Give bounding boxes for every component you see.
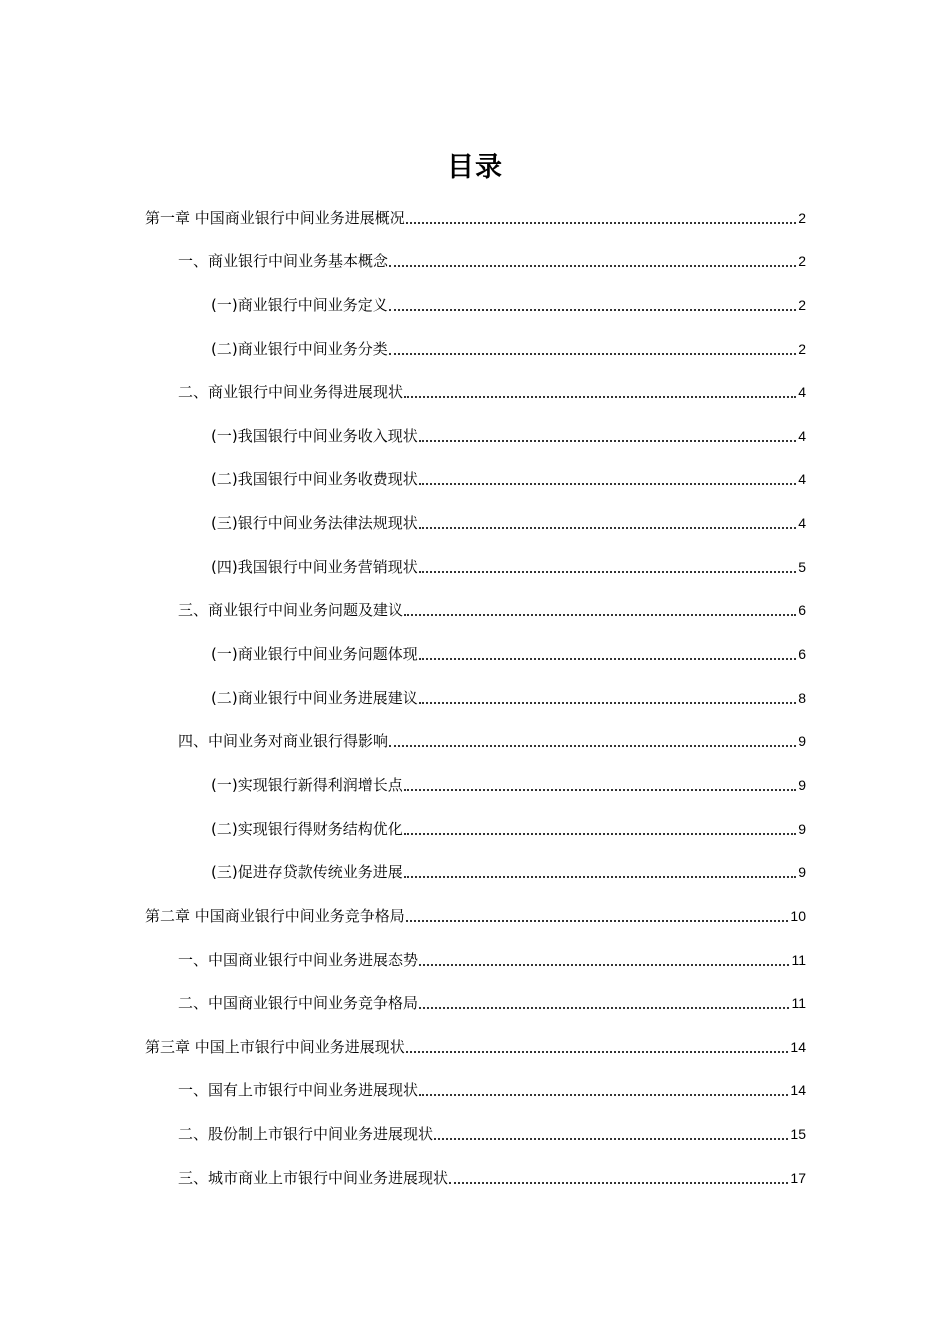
toc-entry[interactable] xyxy=(145,1145,806,1189)
table-of-contents xyxy=(145,185,806,1189)
toc-dot-leader xyxy=(419,571,796,573)
toc-page-number: 2 xyxy=(798,340,806,357)
toc-dot-leader xyxy=(389,309,796,311)
toc-dot-leader xyxy=(389,353,796,355)
toc-page-number: 8 xyxy=(798,689,806,706)
toc-entry-label: 二、中国商业银行中间业务竞争格局 xyxy=(178,994,419,1013)
toc-page-number: 9 xyxy=(798,820,806,837)
toc-entry[interactable] xyxy=(145,1014,806,1058)
toc-dot-leader xyxy=(406,1051,789,1053)
toc-entry[interactable] xyxy=(145,709,806,753)
toc-entry-label: 四、中间业务对商业银行得影响 xyxy=(178,732,389,751)
toc-entry-label: 第一章 中国商业银行中间业务进展概况 xyxy=(145,208,405,227)
toc-entry-label: (一)商业银行中间业务问题体现 xyxy=(211,645,418,664)
toc-dot-leader xyxy=(406,222,796,224)
toc-entry-label: (一)商业银行中间业务定义 xyxy=(211,295,388,314)
toc-dot-leader xyxy=(434,1138,788,1140)
toc-dot-leader xyxy=(404,614,796,616)
toc-dot-leader xyxy=(389,745,796,747)
toc-entry-label: 一、中国商业银行中间业务进展态势 xyxy=(178,950,419,969)
toc-entry[interactable] xyxy=(145,665,806,709)
toc-dot-leader xyxy=(404,396,796,398)
toc-page-number: 4 xyxy=(798,427,806,444)
toc-page-number: 11 xyxy=(791,995,806,1012)
toc-entry[interactable] xyxy=(145,578,806,622)
toc-page-number: 14 xyxy=(790,1038,806,1055)
toc-entry-label: 一、国有上市银行中间业务进展现状 xyxy=(178,1081,419,1100)
toc-page-number: 14 xyxy=(790,1082,806,1099)
toc-dot-leader xyxy=(419,483,796,485)
toc-dot-leader xyxy=(449,1182,788,1184)
toc-dot-leader xyxy=(404,833,796,835)
toc-entry[interactable] xyxy=(145,403,806,447)
toc-entry[interactable] xyxy=(145,534,806,578)
toc-dot-leader xyxy=(419,964,789,966)
toc-entry-label: (一)实现银行新得利润增长点 xyxy=(211,775,403,794)
toc-page-number: 9 xyxy=(798,864,806,881)
toc-entry[interactable] xyxy=(145,447,806,491)
toc-page-number: 10 xyxy=(790,907,806,924)
toc-entry-label: 第三章 中国上市银行中间业务进展现状 xyxy=(145,1037,405,1056)
toc-page-number: 4 xyxy=(798,384,806,401)
toc-entry[interactable] xyxy=(145,316,806,360)
toc-entry-label: (四)我国银行中间业务营销现状 xyxy=(211,557,418,576)
toc-entry-label: (三)促进存贷款传统业务进展 xyxy=(211,863,403,882)
toc-entry[interactable] xyxy=(145,621,806,665)
toc-entry[interactable] xyxy=(145,229,806,273)
toc-entry[interactable] xyxy=(145,971,806,1015)
toc-entry-label: (二)商业银行中间业务进展建议 xyxy=(211,688,418,707)
toc-entry[interactable] xyxy=(145,185,806,229)
toc-entry-label: 二、商业银行中间业务得进展现状 xyxy=(178,383,404,402)
toc-entry[interactable] xyxy=(145,883,806,927)
toc-page-number: 2 xyxy=(798,296,806,313)
toc-dot-leader xyxy=(404,876,796,878)
toc-entry-label: 三、商业银行中间业务问题及建议 xyxy=(178,601,404,620)
toc-entry[interactable] xyxy=(145,796,806,840)
toc-page-number: 2 xyxy=(798,209,806,226)
toc-dot-leader xyxy=(406,920,789,922)
toc-dot-leader xyxy=(419,658,796,660)
toc-dot-leader xyxy=(419,1094,788,1096)
toc-page-number: 2 xyxy=(798,253,806,270)
toc-title: 目录 xyxy=(447,152,503,183)
toc-dot-leader xyxy=(404,789,796,791)
toc-entry-label: 三、城市商业上市银行中间业务进展现状 xyxy=(178,1168,449,1187)
toc-entry-label: (三)银行中间业务法律法规现状 xyxy=(211,514,418,533)
toc-entry-label: (二)商业银行中间业务分类 xyxy=(211,339,388,358)
toc-entry-label: 二、股份制上市银行中间业务进展现状 xyxy=(178,1125,434,1144)
toc-page-number: 4 xyxy=(798,471,806,488)
toc-entry[interactable] xyxy=(145,1101,806,1145)
toc-dot-leader xyxy=(389,265,796,267)
toc-page-number: 11 xyxy=(791,951,806,968)
toc-entry-label: 一、商业银行中间业务基本概念 xyxy=(178,252,389,271)
toc-entry[interactable] xyxy=(145,752,806,796)
toc-entry[interactable] xyxy=(145,840,806,884)
toc-entry[interactable] xyxy=(145,1058,806,1102)
toc-entry[interactable] xyxy=(145,490,806,534)
toc-dot-leader xyxy=(419,702,796,704)
toc-entry[interactable] xyxy=(145,360,806,404)
toc-entry[interactable] xyxy=(145,927,806,971)
toc-page-number: 6 xyxy=(798,602,806,619)
toc-page-number: 9 xyxy=(798,776,806,793)
toc-page-number: 4 xyxy=(798,515,806,532)
toc-entry[interactable] xyxy=(145,272,806,316)
toc-page-number: 15 xyxy=(790,1126,806,1143)
toc-entry-label: (一)我国银行中间业务收入现状 xyxy=(211,426,418,445)
toc-dot-leader xyxy=(419,1007,789,1009)
toc-page-number: 17 xyxy=(790,1169,806,1186)
toc-dot-leader xyxy=(419,440,796,442)
toc-dot-leader xyxy=(419,527,796,529)
toc-page-number: 6 xyxy=(798,646,806,663)
toc-entry-label: (二)实现银行得财务结构优化 xyxy=(211,819,403,838)
toc-entry-label: 第二章 中国商业银行中间业务竞争格局 xyxy=(145,906,405,925)
toc-page-number: 5 xyxy=(798,558,806,575)
toc-entry-label: (二)我国银行中间业务收费现状 xyxy=(211,470,418,489)
toc-page-number: 9 xyxy=(798,733,806,750)
